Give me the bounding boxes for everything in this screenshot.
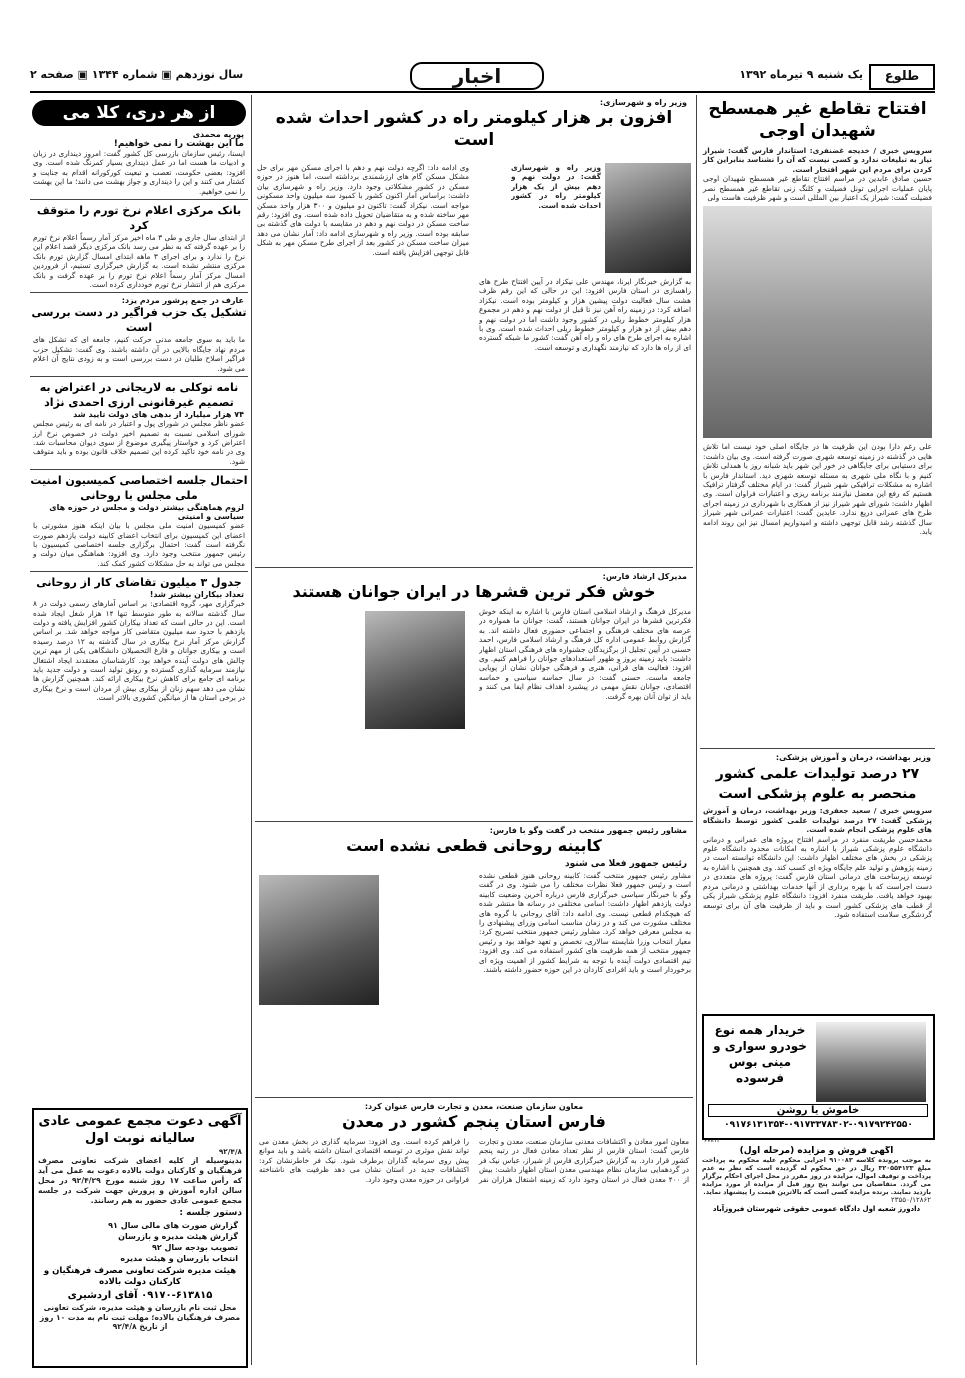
article-text: ایسنا، رئیس سازمان بازرسی کل کشور گفت: امروز دینداری در زبان و ادبیات ما هست اما در عمل دینداری بسیار کمرنگ شده است. وی افزود: بعضی حکومت، تعصب و تبعیت کورکورانه اقدام به جنایت و کشتار می کنند و این را دینداری و جواز بهشت می دانند؛ ما این بهشت را نمی خواهیم. bbox=[33, 149, 245, 196]
article-text: عضو کمیسیون امنیت ملی مجلس با بیان اینکه هنوز مشورتی با اعضای این کمیسیون برای انتخاب اعضای کابینه دولت یازدهم صورت نگرفته است گفت: احتمال برگزاری جلسه اختصاصی کمیسیون با رئیس جمهور منتخب وجود دارد. وی افزود: هماهنگی میان دولت و مجلس می تواند به حل مشکلات کشور کمک کند. bbox=[33, 521, 245, 568]
section-badge: اخبار bbox=[410, 62, 544, 90]
minister-photo bbox=[605, 163, 691, 273]
middle-column bbox=[255, 96, 693, 1366]
ad-phones: ۰۹۱۷۶۱۳۱۳۵۴-۰۹۱۷۳۳۷۸۳۰۲-۰۹۱۷۹۲۴۲۵۵۰ bbox=[724, 1120, 913, 1130]
story-separator bbox=[30, 469, 248, 470]
ad-text: بدینوسیله از کلیه اعضای شرکت تعاونی مصرف فرهنگیان و کارکنان دولت بالاده دعوت به عمل می آید که رأس ساعت ۱۷ روز شنبه مورخ ۹۲/۴/۲۹ در محل سالن اداره آموزش و پرورش جهت شرکت در جلسه مجمع عمومی عادی حضور به هم رسانند. bbox=[38, 1156, 242, 1206]
article-kicker: مشاور رئیس جمهور منتخب در گفت وگو با فارس: bbox=[489, 826, 687, 835]
classified-ad-car bbox=[702, 1014, 935, 1140]
column-divider bbox=[251, 95, 252, 1365]
article-title: افتتاح تقاطع غیر همسطح شهیدان اوجی bbox=[708, 99, 927, 141]
story-separator bbox=[30, 376, 248, 377]
ad-agenda-title: دستور جلسه : bbox=[179, 1208, 242, 1219]
general-assembly-ad bbox=[32, 1108, 248, 1368]
masthead-logo: طلوع bbox=[869, 64, 935, 90]
agenda-item: تصویب بودجه سال ۹۲ bbox=[151, 1243, 238, 1253]
article-text: حسین صادق عابدین در مراسم افتتاح تقاطع غیر همسطح شهیدان اوجی پایان عملیات اجرایی تونل فضیلت و کلنگ زنی تقاطع غیر همسطح نصر فضیلت گفت: شیراز یک اعتبار بین المللی است و شهر ظرفیت هاست ولی bbox=[703, 174, 932, 203]
masthead-issue: سال نوزدهم ▣ شماره ۱۳۴۴ ▣ صفحه ۲ bbox=[30, 68, 244, 81]
article-kicker: معاون سازمان صنعت، معدن و تجارت فارس عنوان کرد: bbox=[364, 1102, 584, 1111]
legal-text: به موجب پرونده کلاسه ۹۱۰۰۸۳ اجرایی محکوم علیه محکوم به پرداخت مبلغ ۳۲۰۵۵۴۱۲۳ ریال در حق محکوم له گردیده است که نظر به عدم پرداخت و توقیف اموال، مزایده در روز مقرر در محل اجرای احکام برگزار می گردد. متقاضیان می توانند پنج روز قبل از مزایده از مورد مزایده بازدید نمایند. برنده مزایده کسی است که بالاترین قیمت را پیشنهاد نماید. bbox=[702, 1156, 931, 1196]
article-text: عضو ناظر مجلس در شورای پول و اعتبار در نامه ای به رئیس مجلس شورای اسلامی نسبت به تصمیم اخیر دولت در خصوص نرخ ارز اعتراض کرد و خواستار پیگیری موضوع از سوی دیوان محاسبات شد. وی در نامه خود تاکید کرده این تصمیم خلاف قانون بوده و باید متوقف شود. bbox=[33, 419, 245, 466]
article-lead: سرویس خبری / سعید جعفری: وزیر بهداشت، درمان و آموزش پزشکی گفت: ۲۷ درصد تولیدات علمی کشور توسط دانشگاه های علوم پزشکی انجام شده است. bbox=[703, 806, 932, 835]
article-text: محمدحسن طریقت منفرد در مراسم افتتاح پروژه های عمرانی و درمانی دانشگاه علوم پزشکی شیراز با اشاره به امکانات محدود دانشگاه علوم پزشکی در بخش های مختلف اظهار داشت: این دانشگاه توانسته است در زمینه پژوهش و تولید علم جایگاه ویژه ای کسب کند. وی همچنین با اشاره به توسعه زیرساخت های درمانی استان فارس گفت: پروژه های متعددی در دست اجراست که با بهره برداری از آنها خدمات بهداشتی و درمانی مردم بهبود خواهد یافت. طریقت منفرد افزود: دانشگاه علوم پزشکی شیراز یکی از قطب های پزشکی کشور است و باید از ظرفیت های آن برای توسعه گردشگری سلامت استفاده شود. bbox=[703, 834, 932, 919]
ad-code: ۶۷۸۱۳ bbox=[704, 1137, 721, 1144]
story-separator bbox=[30, 199, 248, 200]
column-author: پوریه محمدی bbox=[192, 130, 244, 139]
article-kicker: مدیرکل ارشاد فارس: bbox=[602, 572, 687, 581]
article-text: وی ادامه داد: اگرچه دولت نهم و دهم با اجرای مسکن مهر برای حل مشکل مسکن گام های ارزشمندی برداشته است، اما هنوز در حوزه مسکن در کشور مشکلاتی وجود دارد. وزیر راه و شهرسازی بیان داشت: براساس آمار اکنون کشور با کمبود سه میلیون واحد مسکونی مواجه است. نیکزاد گفت: تاکنون دو میلیون و ۳۰۰ هزار واحد مسکن مهر ساخته شده و به متقاضیان تحویل داده شده است. وی افزود: رقم ساخت مسکن در دولت نهم و دهم در مقایسه با دولت های گذشته بی سابقه بوده است. وزیر راه و شهرسازی ادامه داد: آمار نشان می دهد میزان ساخت مسکن در کشور بعد از اجرای طرح مسکن مهر به شکل قابل توجهی افزایش یافته است. bbox=[257, 163, 469, 257]
director-photo bbox=[365, 611, 465, 729]
masthead bbox=[30, 62, 935, 90]
article-kicker: وزیر بهداشت، درمان و آموزش پزشکی: bbox=[775, 753, 931, 763]
agenda-item: گزارش هیئت مدیره و بازرسان bbox=[118, 1232, 238, 1242]
article-kicker: وزیر راه و شهرسازی: bbox=[599, 98, 687, 107]
column-banner: از هر دری، کلا می bbox=[32, 100, 246, 126]
article-text: به گزارش خبرنگار ایرنا، مهندس علی نیکزاد در آیین افتتاح طرح های راهسازی در استان فارس افزود: این در حالی که این رقم ظرف هشت سال فعالیت دولت پیشین هزار و کیلومتر بوده است. نیکزاد اضافه کرد: در زمینه راه آهن نیز تا قبل از دولت نهم و دهم در مجموع هزار کیلومتر خطوط ریلی در کشور وجود داشت اما در دولت نهم و دهم بیش از دو هزار و کیلومتر خطوط ریلی احداث شده است. وی با اشاره به اجرای طرح های راه و راه آهن گفت: کشور ما شبکه گسترده ای از راه ها دارد که نیازمند نگهداری و توسعه است. bbox=[479, 277, 691, 352]
article-subtitle: لزوم هماهنگی بیشتر دولت و مجلس در حوزه های سیاسی و امنیتی bbox=[49, 503, 244, 522]
legal-code: ۲۳۵۵۰/۱۲۸۶۲ bbox=[891, 1196, 931, 1204]
article-title: خوش فکر ترین قشرها در ایران جوانان هستند bbox=[292, 582, 656, 601]
column-divider bbox=[696, 95, 697, 1365]
agenda-item: انتخاب بازرسان و هیئت مدیره bbox=[120, 1254, 238, 1264]
masthead-date: یک شنبه ۹ تیرماه ۱۳۹۲ bbox=[739, 68, 863, 81]
photo-caption: وزیر راه و شهرسازی گفت: در دولت نهم و دهم بیش از یک هزار کیلومتر راه در کشور احداث شده است. bbox=[511, 163, 601, 210]
legal-footer: دادورز شعبه اول دادگاه عمومی حقوقی شهرستان فیروزآباد bbox=[712, 1205, 921, 1214]
article-subtitle: ما این بهشت را نمی خواهیم! bbox=[113, 139, 244, 149]
article-text: مشاور رئیس جمهور منتخب گفت: کابینه روحانی هنوز قطعی نشده است و رئیس جمهور فعلا نظرات مختلف را می شنود. وی در گفت وگو با خبرنگار سیاسی خبرگزاری فارس درباره آخرین وضعیت کابینه دولت یازدهم اظهار داشت: اسامی مختلفی در رسانه ها منتشر شده که هیچکدام قطعی نیست. وی ادامه داد: آقای روحانی با گروه های مختلف مشورت می کند و در زمان مناسب اسامی وزرای پیشنهادی را به مجلس معرفی خواهد کرد. مشاور رئیس جمهور منتخب تصریح کرد: معیار انتخاب وزرا شایسته سالاری، تخصص و تعهد خواهد بود و رئیس جمهور منتخب از همه ظرفیت های کشور استفاده می کند. وی افزود: تیم اقتصادی دولت آینده با توجه به شرایط کشور از اهمیت ویژه ای برخوردار است و باید افرادی کاردان در این حوزه حضور داشته باشند. bbox=[479, 871, 691, 975]
ad-name: خاموش یا روشن bbox=[708, 1104, 928, 1117]
ad-title: خریدار همه نوع خودرو سواری و مینی بوس فرسوده bbox=[713, 1023, 807, 1085]
ad-car-image bbox=[816, 1022, 926, 1102]
article-subtitle: تعداد بیکاران بیشتر شد! bbox=[149, 590, 244, 600]
article-photo bbox=[703, 206, 932, 438]
legal-title: آگهی فروش و مزایده (مرحله اول) bbox=[739, 1146, 894, 1156]
article-title: بانک مرکزی اعلام نرخ تورم را متوقف کرد bbox=[36, 204, 242, 233]
masthead-rule bbox=[30, 91, 935, 93]
article-title: نامه توکلی به لاریجانی در اعتراض به تصمیم غیرقانونی ارزی احمدی نژاد bbox=[39, 381, 239, 410]
ad-code: ۹۲/۴/۸ bbox=[218, 1147, 242, 1156]
ad-footer: محل ثبت نام بازرسان و هیئت مدیره، شرکت تعاونی مصرف فرهنگیان بالاده؛ مهلت ثبت نام به مدت ۱۰ روز از تاریخ ۹۲/۴/۸ bbox=[39, 1303, 241, 1332]
story-body bbox=[255, 607, 693, 817]
story-separator bbox=[30, 571, 248, 572]
story-separator bbox=[255, 1097, 693, 1098]
article-text: خبرگزاری مهر، گروه اقتصادی: بر اساس آمارهای رسمی دولت در ۸ سال گذشته سالانه به طور متوسط تنها ۱۴ هزار شغل ایجاد شده است. این در حالی است که تعداد بیکاران کشور افزایش یافته و دولت یازدهم با حدود سه میلیون متقاضی کار مواجه خواهد شد. بر اساس گزارش مرکز آمار نرخ بیکاری در سال گذشته به ۱۲ درصد رسیده است و بیکاری جوانان و فارغ التحصیلان دانشگاهی یکی از مهم ترین چالش های دولت آینده خواهد بود. کارشناسان معتقدند ایجاد اشتغال نیازمند سرمایه گذاری گسترده و رونق تولید است و دولت جدید باید برنامه ای جامع برای کاهش نرخ بیکاری ارائه کند. همچنین گزارش ها نشان می دهد سهم زنان از بیکاری بیش از مردان است و نرخ بیکاری در برخی استان ها از میانگین کشوری بالاتر است. bbox=[33, 599, 246, 703]
article-title: تشکیل یک حزب فراگیر در دست بررسی است bbox=[31, 306, 247, 335]
article-title: ۲۷ درصد تولیدات علمی کشور منحصر به علوم پزشکی است bbox=[715, 766, 920, 803]
story-body bbox=[255, 871, 693, 1093]
ad-agenda-list bbox=[34, 1220, 246, 1264]
article-text: ما باید به سوی جامعه مدنی حرکت کنیم، جامعه ای که تشکل های مردم نهاد جایگاه بالایی در آن داشته باشند. وی گفت: تشکیل حزب فراگیر اصلاح طلبان در دست بررسی است و به زودی نتایج آن اعلام می شود. bbox=[33, 335, 245, 373]
article-title: احتمال جلسه اختصاصی کمیسیون امنیت ملی مجلس با روحانی bbox=[30, 474, 248, 503]
legal-notice bbox=[702, 1146, 931, 1366]
article-lead: سرویس خبری / خدیجه غضنفری: استاندار فارس گفت: شیراز نیاز به تبلیغات ندارد و کسی نیست که آن را نشناسد بنابراین کار کردن برای مردم این شهر افتخار است. bbox=[703, 146, 932, 174]
advisor-photo bbox=[259, 875, 379, 1005]
story-separator bbox=[30, 292, 248, 293]
article-text: معاون امور معادن و اکتشافات معدنی سازمان صنعت، معدن و تجارت فارس گفت: استان فارس از نظر تعداد معادن فعال در رتبه پنجم کشور قرار دارد. به گزارش خبرگزاری فارس از شیراز، عباس نیک فر در گردهمایی سازمان نظام مهندسی معدن استان اظهار داشت: بیش از ۴۰۰ معدن فعال در استان وجود دارد که زمینه اشتغال هزاران نفر را فراهم کرده است. وی افزود: سرمایه گذاری در بخش معدن می تواند نقش موثری در توسعه اقتصادی استان داشته باشد و باید موانع پیش روی سرمایه گذاران برطرف شود. نیک فر خاطرنشان کرد: اکتشافات جدید در استان نشان می دهد ظرفیت های ناشناخته فراوانی در حوزه معدن وجود دارد. bbox=[259, 1137, 689, 1184]
article-text: علی رغم دارا بودن این ظرفیت ها در جایگاه اصلی خود نیست اما تلاش هایی در گذشته در زمینه توسعه شهری صورت گرفته است. وی بیان داشت: برای دستیابی برای جایگاهی در خور این شهر باید شبانه روز با همدلی تلاش کنیم و با نگاه ملی شهری به مسئله توسعه شهری دید. استاندار فارس با اشاره به مشکلات ترافیکی شهر شیراز گفت: در ایام مختلف گرفتار ترافیک هستیم که رفع این معضل نیازمند برنامه ریزی و اعتبارات فراوان است. وی اظهار داشت: شورای شهر شیراز نیز از همکاری با شهرداری در زمینه اجرای طرح های عمرانی دریغ ندارد. عابدین گفت: اعتبارات عمرانی شهر شیراز سال گذشته رشد قابل توجهی داشته و امیدواریم امسال نیز این روند ادامه یابد. bbox=[703, 442, 932, 537]
story-separator bbox=[255, 567, 693, 568]
article-title: فارس استان پنجم کشور در معدن bbox=[342, 1112, 606, 1131]
ad-phone: ۰۹۱۷۰-۶۱۳۸۱۵ آقای اردشیری bbox=[67, 1290, 213, 1302]
agenda-item: گزارش صورت های مالی سال ۹۱ bbox=[108, 1221, 238, 1231]
story-body bbox=[255, 155, 693, 563]
story-separator bbox=[700, 748, 935, 749]
ad-title: آگهی دعوت مجمع عمومی عادی سالیانه نوبت اول bbox=[38, 1114, 242, 1146]
article-title: کابینه روحانی قطعی نشده است bbox=[346, 836, 602, 855]
ad-signer: هیئت مدیره شرکت تعاونی مصرف فرهنگیان و کارکنان دولت بالاده bbox=[43, 1266, 237, 1288]
article-text: از ابتدای سال جاری و طی ۳ ماه اخیر مرکز آمار رسماً اعلام نرخ تورم را بر عهده گرفته که به نظر می رسد بانک مرکزی دیگر قصد اعلام این نرخ را ندارد و برای اجرای ۳ ماهه ابتدای امسال گزارش تورم بانک مرکزی منتشر نشده است. به گزارش خبرگزاری تسنیم، از فروردین امسال مرکز آمار رسماً اعلام نرخ تورم را بر عهده گرفت و بانک مرکزی هم از انتشار نرخ تورم خودداری کرده است. bbox=[33, 233, 245, 290]
article-title: جدول ۳ میلیون تقاضای کار از روحانی bbox=[36, 576, 242, 590]
article-subtitle: ۷۴ هزار میلیارد از بدهی های دولت تایید شد bbox=[73, 410, 244, 420]
article-text: مدیرکل فرهنگ و ارشاد اسلامی استان فارس با اشاره به اینکه خوش فکرترین قشرها در ایران جوانان هستند، گفت: جوانان ما همواره در عرصه های مختلف فرهنگی و اجتماعی حضوری فعال داشته اند. به گزارش روابط عمومی اداره کل فرهنگ و ارشاد اسلامی فارس، احمد حسنی در آیین تجلیل از برگزیدگان جشنواره های فرهنگی استان اظهار داشت: باید زمینه بروز و ظهور استعدادهای جوانان را فراهم کنیم. وی افزود: فعالیت های قرآنی، هنری و فرهنگی جوانان نشان از پویایی جامعه ماست. حسنی گفت: در سال حماسه سیاسی و حماسه اقتصادی، جوانان نقش مهمی در پیشبرد اهداف نظام ایفا می کنند و باید از توان آنان بهره گرفت. bbox=[479, 607, 691, 701]
article-subtitle: رئیس جمهور فعلا می شنود bbox=[564, 859, 687, 869]
article-kicker: عارف در جمع پرشور مردم یزد: bbox=[121, 296, 244, 306]
story-separator bbox=[255, 821, 693, 822]
article-title: افزون بر هزار کیلومتر راه در کشور احداث شده است bbox=[275, 108, 673, 150]
